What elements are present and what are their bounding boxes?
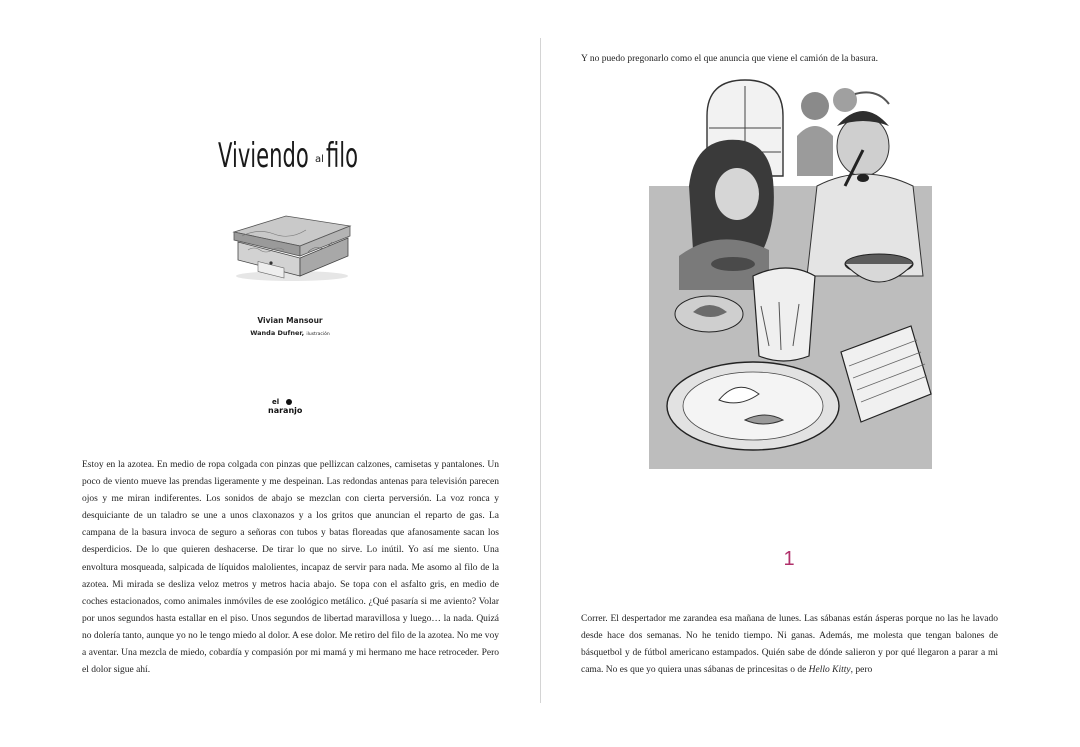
publisher-prefix: el (272, 398, 280, 406)
publisher-logo (268, 398, 314, 418)
publisher-name: naranjo (268, 406, 303, 415)
illustrator-name: Wanda Dufner, (250, 329, 305, 337)
right-page-paragraph (581, 611, 998, 679)
illustrator-credit (222, 329, 358, 337)
right-page (541, 0, 1080, 747)
book-title (218, 136, 378, 180)
chapter-number: 1 (783, 548, 795, 570)
paragraph-text-after: , pero (850, 665, 873, 676)
publisher-dot-icon (286, 399, 292, 405)
left-page-paragraph: Estoy en la azotea. En medio de ropa colgada con pinzas que pellizcan calzones, camisetas y pantalones. Un poco de viento mueve las prendas ligeramente y me despeinan. Las redondas antenas para televisión parecen ojos y me miran indiferentes. Los sonidos de abajo se mezclan con cierta perversión. La voz ronca y desquiciante de un taladro se une a unos claxonazos y a los gritos que anuncian el reparto de gas. La campana de la basura invoca de seguro a señoras con tubos y batas floreadas que afanosamente sacan los desperdicios. De lo que quieren deshacerse. De tirar lo que no sirve. Lo inútil. Yo así me siento. Una envoltura mosqueada, salpicada de líquidos malolientes, incapaz de servir para nada. Me asomo al filo de la azotea. Mi mirada se desliza veloz metros y metros hacia abajo. Se topa con el asfalto gris, en medio de coches estacionados, como animales inmóviles de ese zoológico metálico. ¿Qué pasaría si me aviento? Volar por unos segundos hasta estallar en el piso. Unos segundos de libertad maravillosa y luego… la nada. Quizá no dolería tanto, aunque yo no le tengo miedo al dolor. A ese dolor. Me retiro del filo de la azotea. No me voy a aventar. Una mezcla de miedo, cobardía y compasión por mi mamá y mi hermano me hace retroceder. Pero el dolor sigue ahí. (82, 460, 499, 676)
right-page-top-line: Y no puedo pregonarlo como el que anuncia que viene el camión de la basura. (581, 54, 878, 64)
dining-scene-illustration (649, 76, 932, 469)
title-word-al: al (315, 154, 324, 165)
ornate-box-illustration (228, 210, 356, 282)
title-word-filo: filo (326, 136, 359, 176)
paragraph-italic-text: Hello Kitty (808, 665, 851, 676)
author-name: Vivian Mansour (257, 316, 323, 325)
illustrator-role: ilustración (306, 332, 330, 337)
title-word-viviendo: Viviendo (218, 136, 309, 176)
paragraph-text-before: Correr. El despertador me zarandea esa mañana de lunes. Las sábanas están ásperas porque no las he lavado desde hace dos semanas. No he tenido tiempo. Ni ganas. Además, me molesta que tengan balones de básquetbol y de fútbol americano estampados. Quién sabe de dónde salieron y por qué llegaron a parar a mi cama. No es que yo quiera unas sábanas de princesitas o de (581, 614, 998, 676)
